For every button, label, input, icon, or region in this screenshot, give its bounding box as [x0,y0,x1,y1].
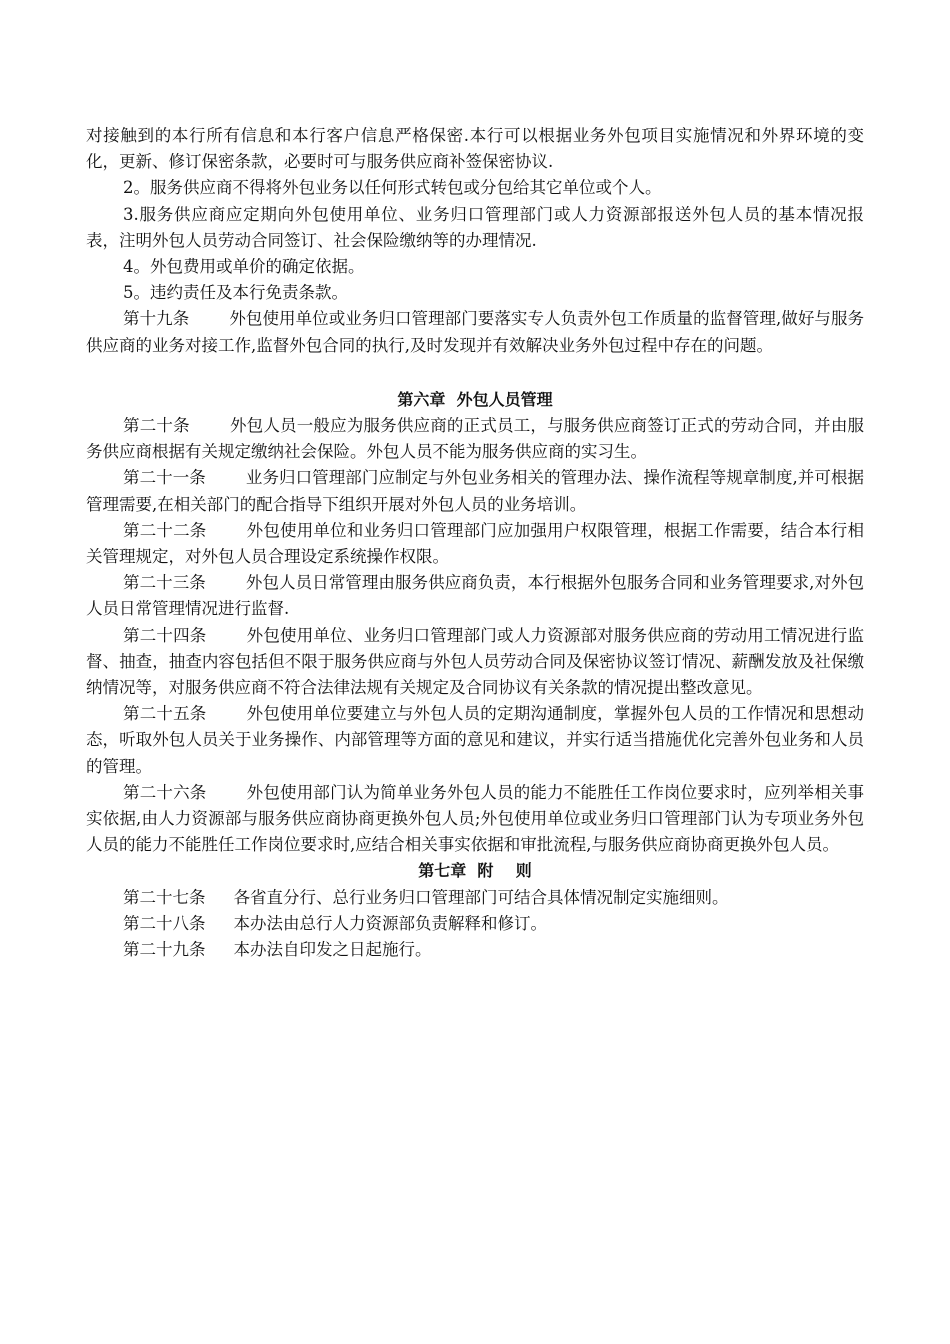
list-item: 5。违约责任及本行免责条款。 [123,283,348,303]
article-text: 本办法由总行人力资源部负责解释和修订。 [233,913,547,933]
article-text: 业务归口管理部门应制定与外包业务相关的管理办法、操作流程等规章制度,并可根据管理需要,在相关部门的配合指导下组织开展对外包人员的业务培训。 [86,468,865,514]
article-25 [86,701,864,780]
article-text: 外包使用单位、业务归口管理部门或人力资源部对服务供应商的劳动用工情况进行监督、抽查，抽查内容包括但不限于服务供应商与外包人员劳动合同及保密协议签订情况、薪酬发放及社保缴纳情况等，对服务供应商不符合法律法规有关规定及合同协议有关条款的情况提出整改意见。 [86,625,865,698]
article-text: 外包人员一般应为服务供应商的正式员工，与服务供应商签订正式的劳动合同，并由服务供应商根据有关规定缴纳社会保险。外包人员不能为服务供应商的实习生。 [86,416,865,462]
paragraph-continuation: 对接触到的本行所有信息和本行客户信息严格保密.本行可以根据业务外包项目实施情况和外界环境的变化，更新、修订保密条款，必要时可与服务供应商补签保密协议. [86,126,864,172]
article-text: 本办法自印发之日起施行。 [233,940,432,960]
chapter-7-heading: 第七章 附 则 [418,861,532,881]
article-label: 第十九条 [123,309,190,329]
article-label: 第二十条 [123,416,190,436]
article-27 [86,885,864,911]
article-text: 外包使用单位和业务归口管理部门应加强用户权限管理，根据工作需要，结合本行相关管理规定，对外包人员合理设定系统操作权限。 [86,520,865,567]
article-label: 第二十三条 [123,573,206,593]
article-21 [86,465,864,517]
list-item: 3.服务供应商应定期向外包使用单位、业务归口管理部门或人力资源部报送外包人员的基本情况报表，注明外包人员劳动合同签订、社会保险缴纳等的办理情况. [86,204,864,250]
chapter-6-heading: 第六章 外包人员管理 [397,389,553,409]
article-label: 第二十一条 [123,468,206,488]
article-label: 第二十七条 [123,887,206,907]
article-label: 第二十五条 [123,704,207,724]
article-text: 外包使用单位或业务归口管理部门要落实专人负责外包工作质量的监督管理,做好与服务供应商的业务对接工作,监督外包合同的执行,及时发现并有效解决业务外包过程中存在的问题。 [86,309,865,355]
article-label: 第二十九条 [123,940,206,960]
article-20 [86,413,864,465]
document-body [86,123,864,963]
list-item: 4。外包费用或单价的确定依据。 [123,257,365,277]
article-text: 外包人员日常管理由服务供应商负责，本行根据外包服务合同和业务管理要求,对外包人员日常管理情况进行监督. [86,573,865,619]
article-text: 各省直分行、总行业务归口管理部门可结合具体情况制定实施细则。 [233,887,729,907]
article-29 [86,937,864,963]
article-label: 第二十六条 [123,782,207,802]
article-23 [86,570,864,622]
article-label: 第二十八条 [123,913,206,933]
article-24 [86,623,864,702]
article-19 [86,306,864,358]
article-26 [86,780,864,859]
article-label: 第二十四条 [123,625,207,645]
article-text: 外包使用单位要建立与外包人员的定期沟通制度，掌握外包人员的工作情况和思想动态，听取外包人员关于业务操作、内部管理等方面的意见和建议，并实行适当措施优化完善外包业务和人员的管理。 [86,704,865,776]
article-label: 第二十二条 [123,520,207,540]
list-item: 2。服务供应商不得将外包业务以任何形式转包或分包给其它单位或个人。 [123,178,662,198]
article-text: 外包使用部门认为简单业务外包人员的能力不能胜任工作岗位要求时，应列举相关事实依据,由人力资源部与服务供应商协商更换外包人员;外包使用单位或业务归口管理部门认为专项业务外包人员的能力不能胜任工作岗位要求时,应结合相关事实依据和审批流程,与服务供应商协商更换外包人员。 [86,782,865,855]
article-28 [86,911,864,937]
article-22 [86,518,864,570]
